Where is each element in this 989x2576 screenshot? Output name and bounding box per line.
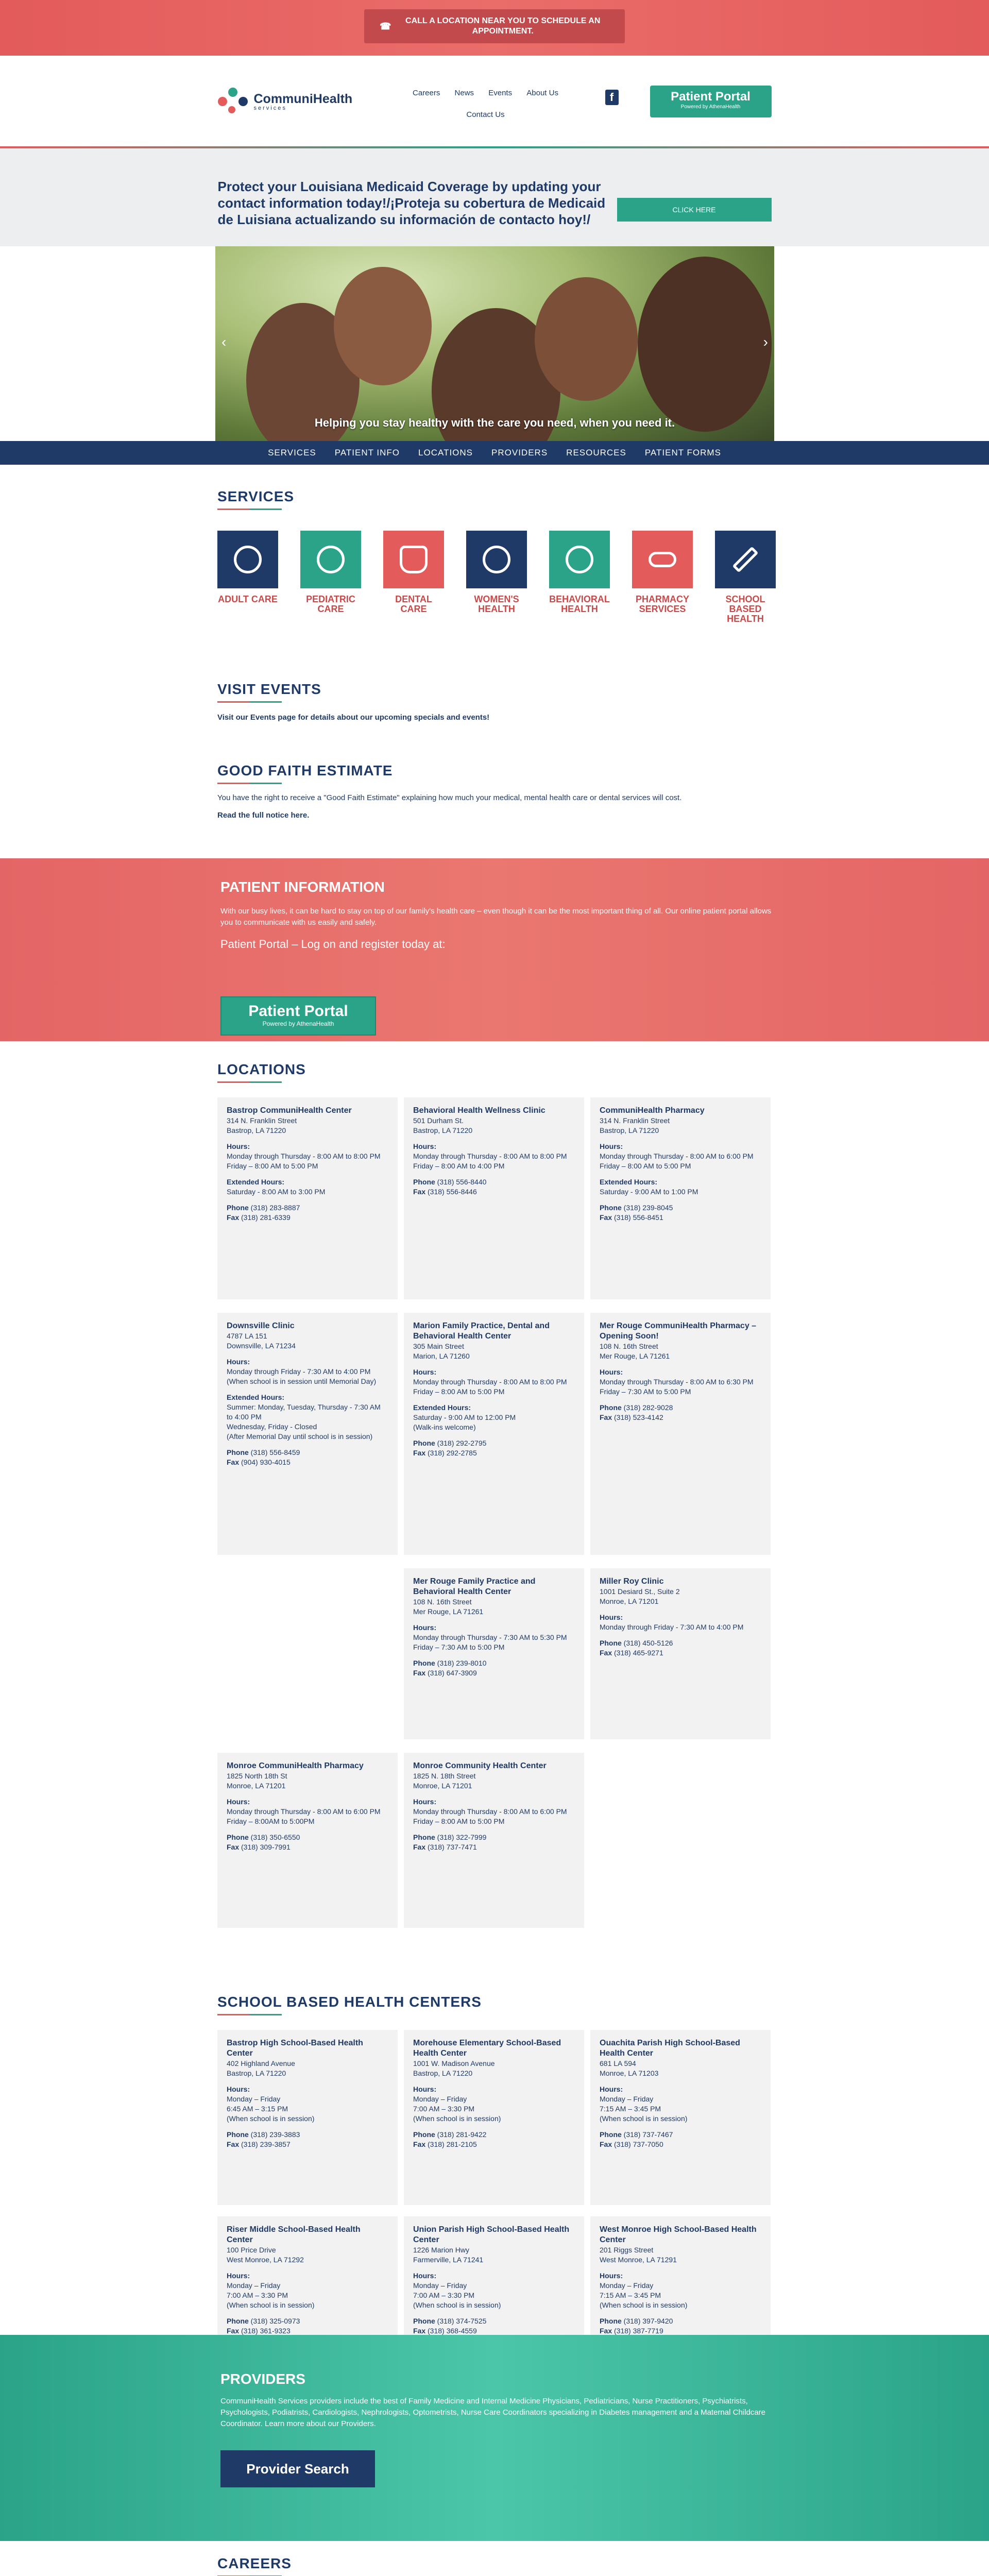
location-fax: Fax (318) 523-4142 — [600, 1413, 663, 1421]
patient-info-text: With our busy lives, it can be hard to stay on top of our family's health care – even though it can be the most important thing of all. Our online patient portal allows you to communicate with us easily and safely. — [220, 907, 772, 927]
location-hours: Friday – 7:30 AM to 5:00 PM — [413, 1643, 505, 1651]
location-fax: Fax (318) 465-9271 — [600, 1649, 663, 1657]
section-nav — [0, 441, 989, 465]
schedule-call-button[interactable] — [364, 9, 625, 43]
location-address: 501 Durham St. — [413, 1116, 464, 1125]
location-address: Bastrop, LA 71220 — [413, 1126, 473, 1134]
location-name: Marion Family Practice, Dental and Behavioral Health Center — [413, 1321, 550, 1341]
location-card — [590, 1313, 771, 1555]
subnav-patient-info[interactable]: PATIENT INFO — [334, 448, 400, 457]
location-address: 314 N. Franklin Street — [227, 1116, 297, 1125]
location-hours: (When school is in session) — [227, 2301, 315, 2309]
location-address: Mer Rouge, LA 71261 — [413, 1607, 484, 1616]
service-label: DENTAL CARE — [395, 594, 432, 614]
school-health-section — [217, 1994, 771, 2335]
fax-value: (318) 361-9323 — [241, 2327, 291, 2335]
phone-value: (318) 239-3883 — [250, 2130, 300, 2139]
site-header — [0, 56, 989, 148]
location-name: Downsville Clinic — [227, 1321, 295, 1330]
location-address: 1001 W. Madison Avenue — [413, 2059, 495, 2067]
events-title: VISIT EVENTS — [217, 681, 771, 703]
location-address: Monroe, LA 71201 — [413, 1782, 472, 1790]
brain-icon — [566, 546, 593, 573]
hours-heading: Hours: — [413, 1142, 437, 1150]
location-name: Ouachita Parish High School-Based Health Center — [600, 2039, 740, 2058]
fax-value: (904) 930-4015 — [241, 1458, 291, 1466]
pencil-icon — [732, 547, 759, 573]
location-hours: (When school is in session until Memorial Day) — [227, 1377, 377, 1385]
location-name: Monroe Community Health Center — [413, 1761, 547, 1770]
hours-heading: Hours: — [413, 1798, 437, 1806]
schedule-call-label: CALL A LOCATION NEAR YOU TO SCHEDULE AN APPOINTMENT. — [405, 16, 601, 36]
nav-events[interactable]: Events — [488, 89, 513, 97]
location-hours: (When school is in session) — [600, 2301, 688, 2309]
patient-info-title: PATIENT INFORMATION — [220, 879, 385, 895]
fax-value: (318) 647-3909 — [428, 1669, 477, 1677]
phone-value: (318) 322-7999 — [437, 1833, 487, 1841]
location-phone[interactable]: Phone (318) 239-3883 — [227, 2130, 300, 2139]
location-phone[interactable]: Phone (318) 239-8010 — [413, 1659, 487, 1667]
hours-heading: Hours: — [600, 2085, 623, 2093]
service-label: PHARMACY SERVICES — [635, 594, 689, 614]
location-card — [217, 1313, 398, 1555]
phone-value: (318) 239-8010 — [437, 1659, 487, 1667]
tooth-icon — [400, 546, 428, 573]
extended-hours: Saturday - 9:00 AM to 1:00 PM — [600, 1188, 698, 1196]
location-fax: Fax (318) 239-3857 — [227, 2140, 291, 2148]
location-fax: Fax (318) 361-9323 — [227, 2327, 291, 2335]
hours-heading: Hours: — [227, 1798, 250, 1806]
slider-next-icon[interactable]: › — [763, 334, 768, 350]
location-name: Mer Rouge CommuniHealth Pharmacy – Opening Soon! — [600, 1321, 757, 1341]
logo-name: CommuniHealth — [253, 92, 353, 106]
location-card — [217, 2030, 398, 2205]
phone-value: (318) 283-8887 — [250, 1204, 300, 1212]
logo-mark-icon — [218, 88, 249, 116]
provider-search-button[interactable]: Provider Search — [220, 2450, 375, 2487]
subnav-patient-forms[interactable]: PATIENT FORMS — [644, 448, 721, 457]
location-hours: (When school is in session) — [600, 2114, 688, 2123]
service-label: SCHOOL BASED HEALTH — [725, 594, 765, 624]
location-hours: Friday – 8:00 AM to 5:00 PM — [227, 1162, 318, 1170]
location-phone[interactable]: Phone (318) 325-0973 — [227, 2317, 300, 2325]
location-card — [217, 1753, 398, 1928]
hours-heading: Hours: — [413, 1368, 437, 1376]
phone-value: (318) 737-7467 — [623, 2130, 673, 2139]
location-hours: Friday – 7:30 AM to 5:00 PM — [600, 1387, 691, 1396]
phone-value: (318) 325-0973 — [250, 2317, 300, 2325]
phone-value: (318) 556-8440 — [437, 1178, 487, 1186]
service-adult-care[interactable] — [217, 531, 278, 624]
location-hours: (When school is in session) — [227, 2114, 315, 2123]
location-hours: Monday through Thursday - 8:00 AM to 8:00 PM — [413, 1378, 567, 1386]
location-hours: Monday – Friday — [600, 2281, 654, 2290]
location-phone[interactable]: Phone (318) 282-9028 — [600, 1403, 673, 1412]
location-address: 100 Price Drive — [227, 2246, 276, 2254]
patient-portal-button[interactable] — [650, 86, 772, 117]
phone-value: (318) 450-5126 — [623, 1639, 673, 1647]
events-text[interactable]: Visit our Events page for details about our upcoming specials and events! — [217, 713, 490, 722]
fax-value: (318) 387-7719 — [614, 2327, 663, 2335]
fax-value: (318) 737-7050 — [614, 2140, 663, 2148]
phone-value: (318) 374-7525 — [437, 2317, 487, 2325]
hours-heading: Hours: — [227, 1142, 250, 1150]
good-faith-section — [217, 762, 771, 821]
service-label: PEDIATRIC CARE — [306, 594, 355, 614]
phone-value: (318) 239-8045 — [623, 1204, 673, 1212]
location-hours: 7:15 AM – 3:45 PM — [600, 2291, 661, 2299]
location-hours: Monday – Friday — [413, 2095, 467, 2103]
location-hours: 7:00 AM – 3:30 PM — [413, 2291, 475, 2299]
location-name: Morehouse Elementary School-Based Health Center — [413, 2039, 561, 2058]
adult-icon — [234, 546, 262, 573]
location-hours: Monday – Friday — [413, 2281, 467, 2290]
fax-value: (318) 737-7471 — [428, 1843, 477, 1851]
location-card — [590, 1568, 771, 1739]
services-section — [217, 488, 771, 624]
location-hours: Monday through Thursday - 8:00 AM to 6:00 PM — [600, 1152, 754, 1160]
location-hours: Monday through Thursday - 8:00 AM to 8:00 PM — [413, 1152, 567, 1160]
location-address: West Monroe, LA 71292 — [227, 2256, 304, 2264]
service-label: WOMEN'S HEALTH — [474, 594, 519, 614]
service-pediatric-care[interactable] — [300, 531, 361, 624]
location-phone[interactable]: Phone (318) 322-7999 — [413, 1833, 487, 1841]
location-card — [404, 2030, 584, 2205]
location-card — [590, 2030, 771, 2205]
phone-value: (318) 292-2795 — [437, 1439, 487, 1447]
location-hours: Friday – 8:00AM to 5:00PM — [227, 1817, 315, 1825]
providers-section — [0, 2335, 989, 2541]
fax-value: (318) 556-8446 — [428, 1188, 477, 1196]
providers-text: CommuniHealth Services providers include the best of Family Medicine and Internal Medicine Physicians, Pediatricians, Nurse Practitioners, Psychiatrists, Psychologists, Podiatrists, Cardiologists, Nephrologists, Optometrists, Nurse Care Coordinators specializing in Diabetes management and a Maternal Childcare Coordinator. Learn more about our Providers. — [220, 2397, 765, 2428]
location-fax: Fax (904) 930-4015 — [227, 1458, 291, 1466]
location-name: Union Parish High School-Based Health Center — [413, 2225, 570, 2244]
location-address: Bastrop, LA 71220 — [227, 2069, 286, 2077]
portal-title: Patient Portal — [248, 1003, 348, 1020]
location-hours: 6:45 AM – 3:15 PM — [227, 2105, 288, 2113]
facebook-icon[interactable]: f — [605, 90, 619, 105]
pills-icon — [649, 552, 676, 567]
location-hours: 7:00 AM – 3:30 PM — [413, 2105, 475, 2113]
female-icon — [483, 546, 510, 573]
schools-title: SCHOOL BASED HEALTH CENTERS — [217, 1994, 771, 2015]
services-title: SERVICES — [217, 488, 771, 510]
location-name: Miller Roy Clinic — [600, 1577, 664, 1586]
extended-hours-heading: Extended Hours: — [600, 1178, 658, 1186]
location-hours: Monday through Thursday - 8:00 AM to 6:00 PM — [227, 1807, 381, 1816]
location-fax: Fax (318) 556-8451 — [600, 1213, 663, 1222]
location-fax: Fax (318) 368-4559 — [413, 2327, 477, 2335]
location-address: Downsville, LA 71234 — [227, 1342, 296, 1350]
gfe-title: GOOD FAITH ESTIMATE — [217, 762, 771, 784]
service-pharmacy[interactable] — [632, 531, 693, 624]
location-hours: (When school is in session) — [413, 2114, 501, 2123]
location-card — [590, 1097, 771, 1299]
location-fax: Fax (318) 281-6339 — [227, 1213, 291, 1222]
location-hours: Friday – 8:00 AM to 4:00 PM — [413, 1162, 505, 1170]
location-card — [404, 1753, 584, 1928]
extended-hours: Wednesday, Friday - Closed — [227, 1422, 317, 1431]
location-phone[interactable]: Phone (318) 350-6550 — [227, 1833, 300, 1841]
location-hours: Friday – 8:00 AM to 5:00 PM — [413, 1817, 505, 1825]
hours-heading: Hours: — [600, 1368, 623, 1376]
location-address: Monroe, LA 71203 — [600, 2069, 659, 2077]
location-name: Riser Middle School-Based Health Center — [227, 2225, 361, 2244]
location-hours: 7:00 AM – 3:30 PM — [227, 2291, 288, 2299]
location-fax: Fax (318) 556-8446 — [413, 1188, 477, 1196]
phone-value: (318) 556-8459 — [250, 1448, 300, 1456]
subnav-services[interactable]: SERVICES — [268, 448, 316, 457]
subnav-providers[interactable]: PROVIDERS — [491, 448, 548, 457]
service-school-based-health[interactable] — [715, 531, 776, 624]
location-hours: Monday through Friday - 7:30 AM to 4:00 PM — [227, 1367, 371, 1376]
phone-icon: ☎ — [380, 21, 391, 31]
medicaid-banner — [0, 148, 989, 246]
careers-title: CAREERS — [217, 2555, 771, 2576]
location-phone[interactable]: Phone (318) 374-7525 — [413, 2317, 487, 2325]
location-address: Bastrop, LA 71220 — [413, 2069, 473, 2077]
gfe-text: You have the right to receive a "Good Faith Estimate" explaining how much your medical, mental health care or dental services will cost. — [217, 793, 682, 802]
location-card — [404, 1097, 584, 1299]
location-name: Behavioral Health Wellness Clinic — [413, 1106, 545, 1115]
slider-prev-icon[interactable]: ‹ — [221, 334, 227, 350]
location-phone[interactable]: Phone (318) 239-8045 — [600, 1204, 673, 1212]
location-address: Monroe, LA 71201 — [227, 1782, 286, 1790]
fax-value: (318) 292-2785 — [428, 1449, 477, 1457]
location-address: 1825 N. 18th Street — [413, 1772, 476, 1780]
fax-value: (318) 465-9271 — [614, 1649, 663, 1657]
location-address: 108 N. 16th Street — [413, 1598, 472, 1606]
location-hours: Monday through Thursday - 8:00 AM to 6:00 PM — [413, 1807, 567, 1816]
extended-hours-heading: Extended Hours: — [227, 1178, 285, 1186]
extended-hours: Summer: Monday, Tuesday, Thursday - 7:30 AM to 4:00 PM — [227, 1403, 381, 1421]
locations-section — [217, 1061, 771, 1851]
location-phone[interactable]: Phone (318) 283-8887 — [227, 1204, 300, 1212]
medicaid-banner-text: Protect your Louisiana Medicaid Coverage by updating your contact information today!/¡Proteja su cobertura de Medicaid de Luisiana actualizando su información de contacto hoy!/ — [217, 179, 606, 227]
location-phone[interactable]: Phone (318) 281-9422 — [413, 2130, 487, 2139]
extended-hours: (After Memorial Day until school is in session) — [227, 1432, 373, 1440]
hours-heading: Hours: — [413, 2272, 437, 2280]
service-womens-health[interactable] — [466, 531, 527, 624]
location-card — [217, 1097, 398, 1299]
events-section — [217, 681, 771, 722]
patient-info-line: Patient Portal – Log on and register today at: — [220, 938, 446, 951]
careers-section — [217, 2555, 771, 2576]
location-hours: 7:15 AM – 3:45 PM — [600, 2105, 661, 2113]
location-address: 1226 Marion Hwy — [413, 2246, 469, 2254]
location-name: West Monroe High School-Based Health Center — [600, 2225, 757, 2244]
pediatric-icon — [317, 546, 345, 573]
service-dental-care[interactable] — [383, 531, 444, 624]
location-card — [404, 1313, 584, 1555]
location-hours: Monday through Friday - 7:30 AM to 4:00 PM — [600, 1623, 744, 1631]
extended-hours: Saturday - 9:00 AM to 12:00 PM — [413, 1413, 516, 1421]
location-card — [404, 1568, 584, 1739]
extended-hours: (Walk-ins welcome) — [413, 1423, 476, 1431]
phone-value: (318) 350-6550 — [250, 1833, 300, 1841]
location-address: Bastrop, LA 71220 — [227, 1126, 286, 1134]
hours-heading: Hours: — [413, 2085, 437, 2093]
hours-heading: Hours: — [600, 1613, 623, 1621]
portal-title: Patient Portal — [671, 90, 751, 104]
nav-news[interactable]: News — [454, 89, 474, 97]
providers-title: PROVIDERS — [220, 2371, 305, 2387]
locations-title: LOCATIONS — [217, 1061, 771, 1083]
slider-caption: Helping you stay healthy with the care you need, when you need it. — [314, 416, 675, 429]
top-bar — [0, 0, 989, 56]
patient-info-section — [0, 858, 989, 1041]
phone-value: (318) 281-9422 — [437, 2130, 487, 2139]
location-hours: Monday through Thursday - 7:30 AM to 5:30 PM — [413, 1633, 567, 1641]
location-name: Bastrop High School-Based Health Center — [227, 2039, 363, 2058]
nav-careers[interactable]: Careers — [413, 89, 440, 97]
location-phone[interactable]: Phone (318) 556-8459 — [227, 1448, 300, 1456]
fax-value: (318) 556-8451 — [614, 1213, 663, 1222]
fax-value: (318) 309-7991 — [241, 1843, 291, 1851]
subnav-resources[interactable]: RESOURCES — [566, 448, 626, 457]
extended-hours-heading: Extended Hours: — [413, 1403, 471, 1412]
patient-portal-large-button[interactable] — [220, 996, 376, 1036]
location-name: Monroe CommuniHealth Pharmacy — [227, 1761, 364, 1770]
hours-heading: Hours: — [227, 2085, 250, 2093]
location-fax: Fax (318) 292-2785 — [413, 1449, 477, 1457]
medicaid-click-here-button[interactable]: CLICK HERE — [617, 198, 772, 222]
service-label: ADULT CARE — [218, 594, 278, 604]
fax-value: (318) 281-6339 — [241, 1213, 291, 1222]
location-phone[interactable]: Phone (318) 556-8440 — [413, 1178, 487, 1186]
location-hours: (When school is in session) — [413, 2301, 501, 2309]
hours-heading: Hours: — [227, 2272, 250, 2280]
site-logo[interactable] — [218, 88, 353, 116]
phone-value: (318) 282-9028 — [623, 1403, 673, 1412]
location-fax: Fax (318) 387-7719 — [600, 2327, 663, 2335]
location-phone[interactable]: Phone (318) 397-9420 — [600, 2317, 673, 2325]
location-name: CommuniHealth Pharmacy — [600, 1106, 705, 1115]
location-fax: Fax (318) 309-7991 — [227, 1843, 291, 1851]
main-nav — [393, 82, 578, 126]
location-fax: Fax (318) 281-2105 — [413, 2140, 477, 2148]
location-hours: Friday – 8:00 AM to 5:00 PM — [413, 1387, 505, 1396]
hours-heading: Hours: — [227, 1358, 250, 1366]
logo-sub: services — [253, 105, 287, 111]
service-behavioral-health[interactable] — [549, 531, 610, 624]
location-address: Farmerville, LA 71241 — [413, 2256, 484, 2264]
location-address: 681 LA 594 — [600, 2059, 636, 2067]
location-address: 305 Main Street — [413, 1342, 464, 1350]
location-hours: Monday – Friday — [600, 2095, 654, 2103]
location-address: Mer Rouge, LA 71261 — [600, 1352, 670, 1360]
location-hours: Friday – 8:00 AM to 5:00 PM — [600, 1162, 691, 1170]
fax-value: (318) 239-3857 — [241, 2140, 291, 2148]
location-phone[interactable]: Phone (318) 450-5126 — [600, 1639, 673, 1647]
location-name: Bastrop CommuniHealth Center — [227, 1106, 352, 1115]
hours-heading: Hours: — [413, 1623, 437, 1632]
extended-hours-heading: Extended Hours: — [227, 1393, 285, 1401]
location-phone[interactable]: Phone (318) 292-2795 — [413, 1439, 487, 1447]
portal-sub: Powered by AthenaHealth — [262, 1020, 334, 1027]
hero-slider — [215, 246, 774, 441]
service-label: BEHAVIORAL HEALTH — [549, 594, 610, 614]
location-hours: Monday through Thursday - 8:00 AM to 6:30 PM — [600, 1378, 754, 1386]
gfe-link[interactable]: Read the full notice here. — [217, 811, 310, 820]
extended-hours: Saturday - 8:00 AM to 3:00 PM — [227, 1188, 326, 1196]
fax-value: (318) 281-2105 — [428, 2140, 477, 2148]
location-fax: Fax (318) 737-7050 — [600, 2140, 663, 2148]
nav-contact-us[interactable]: Contact Us — [466, 110, 505, 119]
location-hours: Monday through Thursday - 8:00 AM to 8:00 PM — [227, 1152, 381, 1160]
hours-heading: Hours: — [600, 2272, 623, 2280]
location-address: 314 N. Franklin Street — [600, 1116, 670, 1125]
location-address: Bastrop, LA 71220 — [600, 1126, 659, 1134]
location-address: Monroe, LA 71201 — [600, 1597, 659, 1605]
location-address: Marion, LA 71260 — [413, 1352, 470, 1360]
location-phone[interactable]: Phone (318) 737-7467 — [600, 2130, 673, 2139]
phone-value: (318) 397-9420 — [623, 2317, 673, 2325]
subnav-locations[interactable]: LOCATIONS — [418, 448, 473, 457]
fax-value: (318) 523-4142 — [614, 1413, 663, 1421]
location-address: 201 Riggs Street — [600, 2246, 654, 2254]
location-address: 1001 Desiard St., Suite 2 — [600, 1587, 680, 1596]
nav-about-us[interactable]: About Us — [526, 89, 558, 97]
portal-sub: Powered by AthenaHealth — [680, 104, 741, 110]
location-fax: Fax (318) 647-3909 — [413, 1669, 477, 1677]
location-address: 1825 North 18th St — [227, 1772, 287, 1780]
location-address: 108 N. 16th Street — [600, 1342, 658, 1350]
location-name: Mer Rouge Family Practice and Behavioral Health Center — [413, 1577, 536, 1596]
hours-heading: Hours: — [600, 1142, 623, 1150]
location-address: West Monroe, LA 71291 — [600, 2256, 677, 2264]
location-address: 4787 LA 151 — [227, 1332, 267, 1340]
location-hours: Monday – Friday — [227, 2095, 281, 2103]
location-address: 402 Highland Avenue — [227, 2059, 295, 2067]
location-fax: Fax (318) 737-7471 — [413, 1843, 477, 1851]
location-hours: Monday – Friday — [227, 2281, 281, 2290]
fax-value: (318) 368-4559 — [428, 2327, 477, 2335]
